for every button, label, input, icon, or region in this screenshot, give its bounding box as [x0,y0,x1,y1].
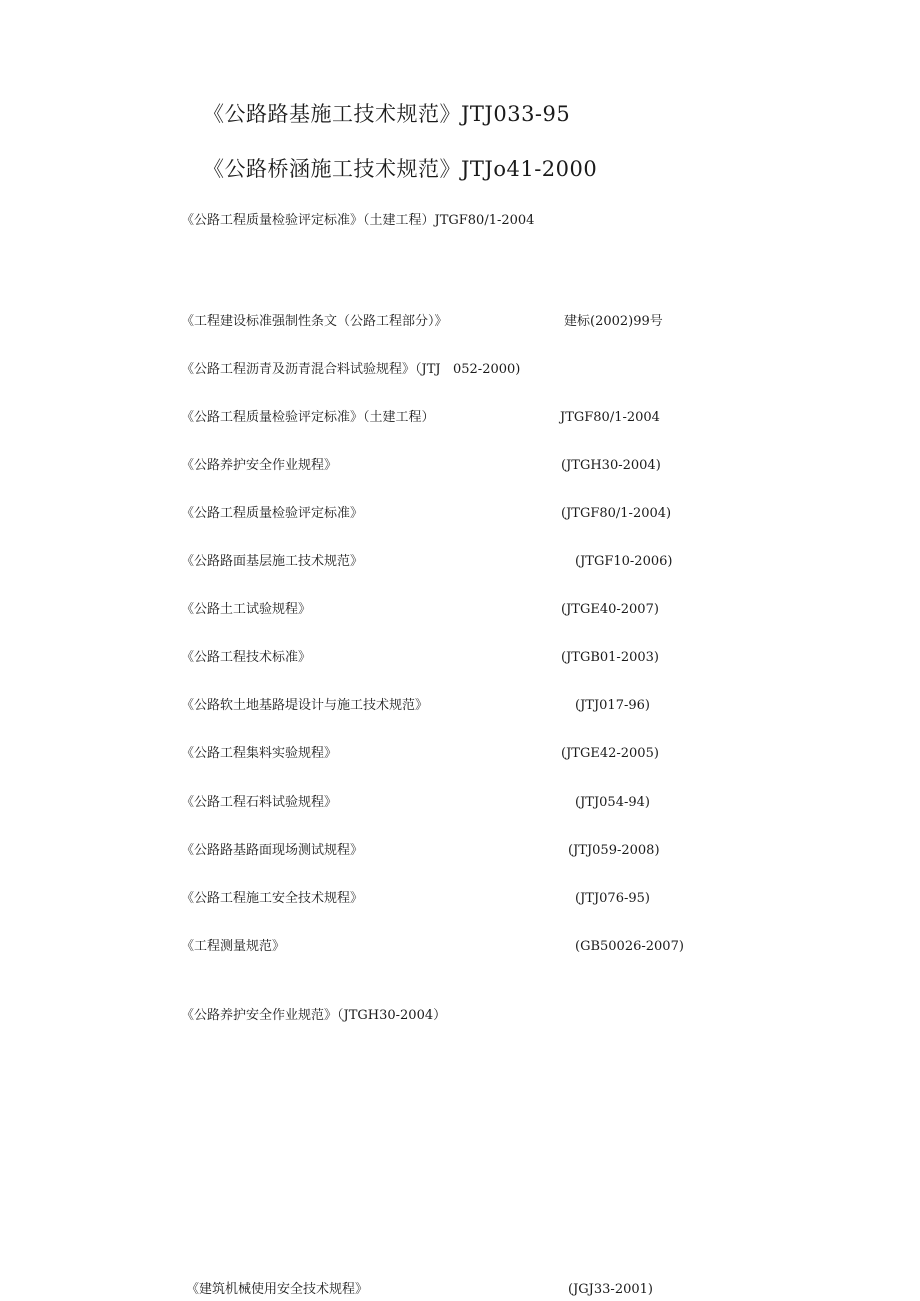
standard-code: (JTJ059-2008) [568,843,660,858]
heading-subgrade-spec: 《公路路基施工技术规范》JTJ033-95 [203,102,571,126]
standard-code: (JTGB01-2003) [561,650,659,665]
standard-code: (JTGH30-2004) [561,458,661,473]
standard-title: 《公路工程技术标准》 [181,650,312,665]
standard-code: (JTJ017-96) [575,698,650,713]
standard-title: 《公路工程施工安全技术规程》 [181,891,364,906]
intro-line: 《公路工程质量检验评定标准》（土建工程）JTGF80/1-2004 [181,213,535,228]
footer-standard-code: (JGJ33-2001) [568,1282,653,1297]
standard-title: 《工程建设标准强制性条文（公路工程部分）》 [181,314,448,329]
standard-code: JTGF80/1-2004 [560,410,660,425]
standard-title: 《公路工程质量检验评定标准》 [181,506,364,521]
standard-code: (JTGF80/1-2004) [561,506,672,521]
maintenance-line: 《公路养护安全作业规范》（JTGH30-2004） [181,1008,447,1023]
standard-title: 《公路路基路面现场测试规程》 [181,843,364,858]
standard-title: 《公路工程集料实验规程》 [181,746,338,761]
standard-code: (JTJ054-94) [575,795,650,810]
footer-standard-title: 《建筑机械使用安全技术规程》 [186,1282,369,1297]
standard-title: 《公路土工试验规程》 [181,602,312,617]
standard-code: 建标(2002)99号 [564,314,663,329]
standard-code: (JTJ076-95) [575,891,650,906]
standard-title: 《公路养护安全作业规程》 [181,458,338,473]
standard-code: (JTGE42-2005) [561,746,659,761]
standard-title: 《公路软土地基路堤设计与施工技术规范》 [181,698,429,713]
standard-code: (GB50026-2007) [575,939,684,954]
standard-code: (JTGF10-2006) [575,554,673,569]
standard-code: (JTGE40-2007) [561,602,659,617]
standard-title: 《公路工程石料试验规程》 [181,795,338,810]
heading-bridge-culvert-spec: 《公路桥涵施工技术规范》JTJo41-2000 [203,157,598,181]
standard-title: 《公路工程质量检验评定标准》（土建工程） [181,410,435,425]
standard-title: 《工程测量规范》 [181,939,286,954]
standard-title: 《公路工程沥青及沥青混合料试验规程》（JTJ 052-2000) [181,362,521,377]
standard-title: 《公路路面基层施工技术规范》 [181,554,364,569]
